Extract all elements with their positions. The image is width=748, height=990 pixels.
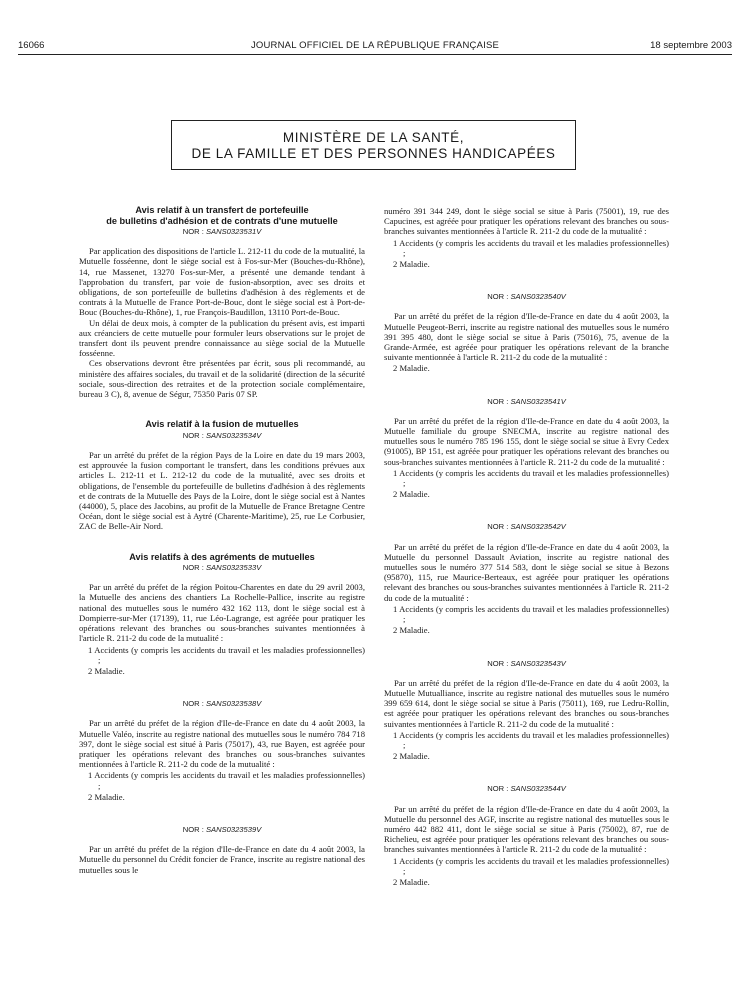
paragraph: Par un arrêté du préfet de la région d'Ile-de-France en date du 4 août 2003, la Mutuelle Peugeot-Berri, inscrite au registre national des mutuelles sous le numéro 391 395 480, dont le siège social se situe à Paris (75016), 75, avenue de la Grande-Armée, est agréée pour pratiquer les opérations relevant de la branche suivante mentionnée à l'article R. 211-2 du code de la mutualité :	[384, 311, 669, 363]
list-item: 1 Accidents (y compris les accidents du travail et les maladies professionnelles) ;	[393, 237, 669, 258]
ministry-line-1: MINISTÈRE DE LA SANTÉ,	[282, 130, 465, 145]
nor-reference: NOR : SANS0323533V	[182, 563, 262, 573]
notice-merger	[79, 419, 365, 531]
list-item: 1 Accidents (y compris les accidents du travail et les maladies professionnelles) ;	[88, 770, 365, 791]
list-item: 1 Accidents (y compris les accidents du travail et les maladies professionnelles) ;	[393, 603, 669, 625]
nor-reference: NOR : SANS0323544V	[487, 784, 566, 794]
left-column	[79, 205, 365, 875]
list-item: 1 Accidents (y compris les accidents du travail et les maladies professionnelles) ;	[393, 467, 669, 489]
notice-continuation	[384, 206, 669, 269]
notice-approval-agf	[384, 784, 669, 887]
ministry-heading-box	[171, 120, 576, 170]
paragraph: Par un arrêté du préfet de la région d'Ile-de-France en date du 4 août 2003, la Mutuelle du personnel du Crédit foncier de France, inscrite au registre national des mutuelles sous le	[79, 844, 365, 875]
nor-reference: NOR : SANS0323543V	[487, 658, 566, 668]
list-item: 1 Accidents (y compris les accidents du travail et les maladies professionnelles) ;	[393, 855, 669, 876]
nor-reference: NOR : SANS0323540V	[487, 292, 566, 302]
paragraph: Par un arrêté du préfet de la région d'Ile-de-France en date du 4 août 2003, la Mutuelle du personnel des AGF, inscrite au registre national des mutuelles sous le numéro 442 882 411, dont le siège social se situe à Paris (75002), 87, rue de Richelieu, est agréée pour pratiquer les opérations relevant des branches ou sous-branches suivantes mentionnées à l'article R. 211-2 du code de la mutualité :	[384, 803, 669, 855]
ministry-line-2: DE LA FAMILLE ET DES PERSONNES HANDICAPÉES	[191, 146, 556, 161]
notice-approval-mutualliance	[384, 659, 669, 762]
notice-approval-credit-foncier	[79, 825, 365, 875]
paragraph: Un délai de deux mois, à compter de la publication du présent avis, est imparti aux créanciers de cette mutuelle pour formuler leurs observations sur le projet de transfert dont ils peuvent prendre connaissance au siège social de la Mutuelle fosséenne.	[79, 317, 365, 359]
paragraph: Par un arrêté du préfet de la région d'Ile-de-France en date du 4 août 2003, la Mutuelle du personnel Dassault Aviation, inscrite au registre national des mutuelles sous le numéro 377 514 583, dont le siège social se situe à Bezons (95870), 115, rue Maurice-Berteaux, est agréée pour pratiquer les opérations relevant des branches ou sous-branches suivantes mentionnées à l'article R. 211-2 du code de la mutualité :	[384, 541, 669, 603]
section-title: Avis relatif à un transfert de portefeuille	[135, 205, 309, 215]
list-item: 2 Maladie.	[393, 363, 430, 374]
notice-transfer	[79, 205, 365, 399]
paragraph: Par application des dispositions de l'article L. 212-11 du code de la mutualité, la Mutuelle fosséenne, dont le siège social est à Fos-sur-Mer (Bouches-du-Rhône), 14, rue Massenet, 13270 Fos-sur-Mer, a présenté une demande tendant à l'approbation du transfert, par voie de fusion-absorption, avec ses droits et obligations, de son portefeuille de bulletins d'adhésion à des règlements et de contrats à la Mutuelle de France Port-de-Bouc, dont le siège social est à Port-de-Bouc (Bouches-du-Rhône), 1, rue François-Baudillon, 13110 Port-de-Bouc.	[79, 246, 365, 318]
list-item: 2 Maladie.	[393, 876, 430, 887]
list-item: 2 Maladie.	[393, 489, 430, 500]
list-item: 1 Accidents (y compris les accidents du travail et les maladies professionnelles) ;	[88, 644, 365, 665]
notice-approval-peugeot	[384, 292, 669, 373]
list-item: 2 Maladie.	[393, 259, 430, 270]
right-column	[384, 206, 669, 887]
nor-reference: NOR : SANS0323531V	[182, 227, 262, 236]
section-title: Avis relatif à la fusion de mutuelles	[145, 419, 299, 430]
notice-approval-valeo	[79, 699, 365, 802]
nor-reference: NOR : SANS0323541V	[487, 396, 566, 406]
nor-reference: NOR : SANS0323542V	[487, 522, 566, 532]
nor-reference: NOR : SANS0323538V	[182, 699, 262, 709]
notice-approval-snecma	[384, 397, 669, 500]
paragraph: Par un arrêté du préfet de la région Poitou-Charentes en date du 29 avril 2003, la Mutuelle des anciens des chantiers La Rochelle-Pallice, inscrite au registre national des mutuelles sous le numéro 432 162 113, dont le siège social est à Dompierre-sur-Mer (17139), 11, rue Léo-Lagrange, est agréée pour pratiquer les opérations relevant des branches ou sous-branches suivantes mentionnées à l'article R. 211-2 du code de la mutualité :	[79, 582, 365, 644]
paragraph: Par un arrêté du préfet de la région d'Ile-de-France en date du 4 août 2003, la Mutuelle familiale du groupe SNECMA, inscrite au registre national des mutuelles sous le numéro 785 196 155, dont le siège social se situe à Evry Cedex (91005), BP 151, est agréée pour pratiquer les opérations relevant des branches ou sous-branches suivantes mentionnées à l'article R. 211-2 du code de la mutualité :	[384, 415, 669, 467]
paragraph: numéro 391 344 249, dont le siège social se situe à Paris (75001), 19, rue des Capucines, est agréée pour pratiquer les opérations relevant des branches ou sous-branches suivantes mentionnées à l'article R. 211-2 du code de la mutualité :	[384, 206, 669, 237]
list-item: 1 Accidents (y compris les accidents du travail et les maladies professionnelles) ;	[393, 729, 669, 750]
nor-reference: NOR : SANS0323539V	[182, 824, 262, 834]
list-item: 2 Maladie.	[393, 625, 430, 636]
issue-date: 18 septembre 2003	[650, 40, 732, 51]
paragraph: Ces observations devront être présentées par écrit, sous pli recommandé, au ministère des affaires sociales, du travail et de la solidarité (direction de la sécurité sociale, sous-direction des retraites et de la protection sociale complémentaire, bureau 3 C), 8, avenue de Ségur, 75350 Paris 07 SP.	[79, 358, 365, 400]
section-title: de bulletins d'adhésion et de contrats d'une mutuelle	[106, 215, 338, 226]
list-item: 2 Maladie.	[88, 665, 125, 676]
notice-approval-dassault	[384, 522, 669, 635]
running-header	[18, 40, 732, 55]
notice-approvals	[79, 552, 365, 677]
paragraph: Par un arrêté du préfet de la région d'Ile-de-France en date du 4 août 2003, la Mutuelle Valéo, inscrite au registre national des mutuelles sous le numéro 784 718 397, dont le siège social est situé à Paris (75017), 43, rue Bayen, est agréée pour pratiquer les opérations relevant des branches ou sous-branches suivantes mentionnées à l'article R. 211-2 du code de la mutualité :	[79, 718, 365, 770]
list-item: 2 Maladie.	[393, 751, 430, 762]
journal-title: JOURNAL OFFICIEL DE LA RÉPUBLIQUE FRANÇAISE	[250, 40, 500, 51]
page-number: 16066	[18, 40, 45, 51]
nor-reference: NOR : SANS0323534V	[182, 430, 262, 440]
paragraph: Par un arrêté du préfet de la région Pays de la Loire en date du 19 mars 2003, est approuvée la fusion comportant le transfert, dans les conditions prévues aux articles L. 212-11 et L. 212-12 du code de la mutualité, avec ses droits et obligations, de l'ensemble du portefeuille de bulletins d'adhésion à des règlements et de contrats de la Mutuelle des Pays de la Loire, dont le siège social est à Nantes (44000), 5, place des Jacobins, au profit de la Mutuelle de France Bretagne Centre Océan, dont le siège social est à Aytré (Charente-Maritime), 25, rue Le Corbusier, ZAC de Belle-Air Nord.	[79, 449, 365, 532]
section-title: Avis relatifs à des agréments de mutuelles	[129, 551, 315, 562]
list-item: 2 Maladie.	[88, 791, 125, 802]
paragraph: Par un arrêté du préfet de la région d'Ile-de-France en date du 4 août 2003, la Mutuelle Mutualliance, inscrite au registre national des mutuelles sous le numéro 399 659 614, dont le siège social se situe à Paris (75011), 169, rue Ledru-Rollin, est agréée pour pratiquer les opérations relevant des branches ou sous-branches suivantes mentionnées à l'article R. 211-2 du code de la mutualité :	[384, 677, 669, 729]
